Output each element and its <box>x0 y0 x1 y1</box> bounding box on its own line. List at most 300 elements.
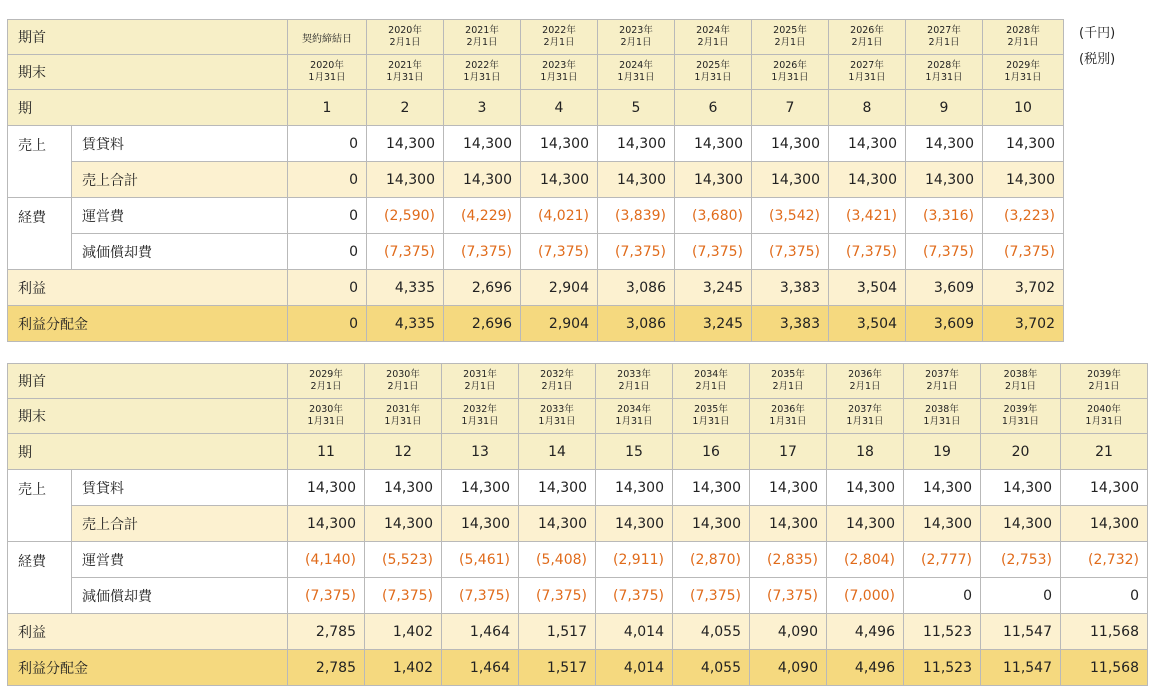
date-year: 2036年 <box>848 369 882 380</box>
operating-cost-value: 0 <box>288 198 367 234</box>
end-date-cell <box>752 55 829 90</box>
date-day: 2月1日 <box>310 381 342 392</box>
end-date-cell <box>673 399 750 434</box>
rent-value: 14,300 <box>983 126 1064 162</box>
depreciation-value: (7,375) <box>365 578 442 614</box>
start-date-cell <box>288 364 365 399</box>
row-period-number <box>8 90 1064 126</box>
start-date-cell <box>904 364 981 399</box>
row-period-end <box>8 399 1148 434</box>
end-date-cell <box>598 55 675 90</box>
profit-value: 4,014 <box>596 614 673 650</box>
start-date-cell <box>367 20 444 55</box>
sales-total-value: 14,300 <box>288 506 365 542</box>
label-operating-cost: 運営費 <box>72 198 288 234</box>
row-profit <box>8 614 1148 650</box>
profit-value: 11,568 <box>1061 614 1148 650</box>
date-year: 2023年 <box>619 25 653 36</box>
profit-value: 4,335 <box>367 270 444 306</box>
date-day: 2月1日 <box>928 37 960 48</box>
profit-value: 1,517 <box>519 614 596 650</box>
date-year: 2034年 <box>694 369 728 380</box>
date-day: 2月1日 <box>387 381 419 392</box>
date-year: 2027年 <box>927 25 961 36</box>
depreciation-value: 0 <box>981 578 1061 614</box>
operating-cost-value: (3,542) <box>752 198 829 234</box>
rent-value: 14,300 <box>365 470 442 506</box>
date-year: 2039年 <box>1003 404 1038 415</box>
start-date-cell <box>675 20 752 55</box>
date-day: 2月1日 <box>1088 381 1120 392</box>
period-number-cell: 6 <box>675 90 752 126</box>
end-date-cell <box>906 55 983 90</box>
distribution-value: 2,696 <box>444 306 521 342</box>
rent-value: 14,300 <box>442 470 519 506</box>
profit-value: 3,504 <box>829 270 906 306</box>
rent-value: 14,300 <box>673 470 750 506</box>
date-year: 2033年 <box>617 369 651 380</box>
distribution-value: 3,504 <box>829 306 906 342</box>
label-period-start: 期首 <box>8 364 288 399</box>
date-day: 2月1日 <box>543 37 575 48</box>
rent-value: 14,300 <box>829 126 906 162</box>
profit-value: 3,383 <box>752 270 829 306</box>
row-period-start <box>8 20 1064 55</box>
date-year: 2021年 <box>465 25 499 36</box>
date-day: 1月31日 <box>538 416 576 427</box>
start-date-cell <box>519 364 596 399</box>
depreciation-value: (7,375) <box>288 578 365 614</box>
income-table-years-1-10 <box>7 19 1064 342</box>
date-year: 2028年 <box>927 60 961 71</box>
distribution-value: 4,335 <box>367 306 444 342</box>
depreciation-value: 0 <box>904 578 981 614</box>
depreciation-value: (7,375) <box>444 234 521 270</box>
depreciation-value: (7,375) <box>906 234 983 270</box>
depreciation-value: (7,375) <box>752 234 829 270</box>
period-number-cell: 16 <box>673 434 750 470</box>
operating-cost-value: (5,461) <box>442 542 519 578</box>
date-year: 2022年 <box>465 60 499 71</box>
distribution-value: 3,609 <box>906 306 983 342</box>
row-profit-distribution <box>8 650 1148 686</box>
date-year: 2025年 <box>773 25 807 36</box>
row-period-start <box>8 364 1148 399</box>
rent-value: 14,300 <box>519 470 596 506</box>
period-number-cell: 19 <box>904 434 981 470</box>
date-year: 2040年 <box>1087 404 1121 415</box>
start-date-cell <box>827 364 904 399</box>
date-day: 1月31日 <box>925 72 963 83</box>
rent-value: 14,300 <box>521 126 598 162</box>
row-sales-total <box>8 506 1148 542</box>
sales-total-value: 14,300 <box>598 162 675 198</box>
distribution-value: 11,547 <box>981 650 1061 686</box>
operating-cost-value: (4,229) <box>444 198 521 234</box>
profit-value: 4,055 <box>673 614 750 650</box>
period-number-cell: 7 <box>752 90 829 126</box>
end-date-cell <box>365 399 442 434</box>
end-date-cell <box>288 55 367 90</box>
label-sales-total: 売上合計 <box>72 506 288 542</box>
label-sales-total: 売上合計 <box>72 162 288 198</box>
date-day: 1月31日 <box>463 72 501 83</box>
operating-cost-value: (4,021) <box>521 198 598 234</box>
date-day: 2月1日 <box>618 381 650 392</box>
sales-total-value: 14,300 <box>519 506 596 542</box>
category-expenses: 経費 <box>8 542 72 614</box>
end-date-cell <box>675 55 752 90</box>
sales-total-value: 0 <box>288 162 367 198</box>
profit-value: 3,702 <box>983 270 1064 306</box>
start-date-cell <box>1061 364 1148 399</box>
date-year: 2026年 <box>850 25 884 36</box>
category-sales: 売上 <box>8 470 72 542</box>
end-date-cell <box>367 55 444 90</box>
period-number-cell: 11 <box>288 434 365 470</box>
end-date-cell <box>521 55 598 90</box>
date-day: 1月31日 <box>461 416 499 427</box>
period-number-cell: 18 <box>827 434 904 470</box>
distribution-value: 11,568 <box>1061 650 1148 686</box>
row-rent <box>8 470 1148 506</box>
date-year: 2028年 <box>1006 25 1040 36</box>
rent-value: 14,300 <box>596 470 673 506</box>
date-day: 1月31日 <box>384 416 422 427</box>
depreciation-value: (7,375) <box>442 578 519 614</box>
row-rent <box>8 126 1064 162</box>
label-period: 期 <box>8 90 288 126</box>
category-expenses: 経費 <box>8 198 72 270</box>
date-day: 2月1日 <box>849 381 881 392</box>
date-year: 2039年 <box>1087 369 1121 380</box>
start-date-cell <box>673 364 750 399</box>
date-day: 1月31日 <box>615 416 653 427</box>
sales-total-value: 14,300 <box>367 162 444 198</box>
distribution-value: 1,517 <box>519 650 596 686</box>
label-profit: 利益 <box>8 614 288 650</box>
date-day: 2月1日 <box>851 37 883 48</box>
date-day: 2月1日 <box>389 37 421 48</box>
date-day: 1月31日 <box>540 72 578 83</box>
operating-cost-value: (5,408) <box>519 542 596 578</box>
period-number-cell: 2 <box>367 90 444 126</box>
date-year: 2027年 <box>850 60 884 71</box>
end-date-cell <box>981 399 1061 434</box>
operating-cost-value: (3,223) <box>983 198 1064 234</box>
date-year: 2020年 <box>388 25 422 36</box>
start-date-cell <box>981 364 1061 399</box>
rent-value: 14,300 <box>444 126 521 162</box>
date-year: 2021年 <box>388 60 422 71</box>
date-year: 2029年 <box>309 369 343 380</box>
row-depreciation <box>8 234 1064 270</box>
sales-total-value: 14,300 <box>442 506 519 542</box>
date-year: 2026年 <box>773 60 807 71</box>
date-year: 2032年 <box>463 404 497 415</box>
operating-cost-value: (2,732) <box>1061 542 1148 578</box>
depreciation-value: (7,375) <box>519 578 596 614</box>
operating-cost-value: (2,911) <box>596 542 673 578</box>
date-day: 1月31日 <box>692 416 730 427</box>
label-rent: 賃貸料 <box>72 126 288 162</box>
date-year: 2032年 <box>540 369 574 380</box>
date-year: 2034年 <box>617 404 651 415</box>
operating-cost-value: (3,680) <box>675 198 752 234</box>
end-date-cell <box>288 399 365 434</box>
profit-value: 4,090 <box>750 614 827 650</box>
operating-cost-value: (2,835) <box>750 542 827 578</box>
rent-value: 14,300 <box>598 126 675 162</box>
end-date-cell <box>827 399 904 434</box>
distribution-value: 1,402 <box>365 650 442 686</box>
start-date-cell <box>906 20 983 55</box>
sales-total-value: 14,300 <box>983 162 1064 198</box>
row-period-number <box>8 434 1148 470</box>
date-year: 2024年 <box>696 25 730 36</box>
rent-value: 14,300 <box>981 470 1061 506</box>
label-depreciation: 減価償却費 <box>72 578 288 614</box>
label-period-end: 期末 <box>8 55 288 90</box>
date-day: 1月31日 <box>848 72 886 83</box>
profit-value: 3,086 <box>598 270 675 306</box>
distribution-value: 1,464 <box>442 650 519 686</box>
row-profit-distribution <box>8 306 1064 342</box>
date-year: 2030年 <box>386 369 420 380</box>
profit-value: 11,547 <box>981 614 1061 650</box>
sales-total-value: 14,300 <box>829 162 906 198</box>
date-year: 2035年 <box>694 404 728 415</box>
depreciation-value: 0 <box>288 234 367 270</box>
date-year: 2037年 <box>925 369 959 380</box>
date-day: 1月31日 <box>1001 416 1040 427</box>
distribution-value: 3,245 <box>675 306 752 342</box>
date-year: 2037年 <box>848 404 882 415</box>
profit-value: 2,785 <box>288 614 365 650</box>
sales-total-value: 14,300 <box>752 162 829 198</box>
operating-cost-value: (3,839) <box>598 198 675 234</box>
distribution-value: 4,055 <box>673 650 750 686</box>
profit-value: 4,496 <box>827 614 904 650</box>
row-depreciation <box>8 578 1148 614</box>
sales-total-value: 14,300 <box>904 506 981 542</box>
distribution-value: 3,086 <box>598 306 675 342</box>
date-day: 2月1日 <box>541 381 573 392</box>
date-day: 1月31日 <box>771 72 809 83</box>
sales-total-value: 14,300 <box>596 506 673 542</box>
period-number-cell: 12 <box>365 434 442 470</box>
profit-value: 0 <box>288 270 367 306</box>
start-date-cell <box>598 20 675 55</box>
operating-cost-value: (3,421) <box>829 198 906 234</box>
distribution-value: 0 <box>288 306 367 342</box>
date-day: 2月1日 <box>926 381 958 392</box>
date-year: 2035年 <box>771 369 805 380</box>
start-date-cell <box>983 20 1064 55</box>
sales-total-value: 14,300 <box>1061 506 1148 542</box>
date-day: 1月31日 <box>923 416 961 427</box>
date-day: 2月1日 <box>774 37 806 48</box>
start-date-cell <box>521 20 598 55</box>
sales-total-value: 14,300 <box>675 162 752 198</box>
date-day: 1月31日 <box>846 416 884 427</box>
rent-value: 14,300 <box>1061 470 1148 506</box>
profit-value: 11,523 <box>904 614 981 650</box>
label-period-end: 期末 <box>8 399 288 434</box>
start-date-cell <box>365 364 442 399</box>
rent-value: 14,300 <box>752 126 829 162</box>
end-date-cell <box>519 399 596 434</box>
sales-total-value: 14,300 <box>521 162 598 198</box>
label-profit: 利益 <box>8 270 288 306</box>
date-day: 1月31日 <box>386 72 424 83</box>
date-year: 2025年 <box>696 60 730 71</box>
row-operating-cost <box>8 542 1148 578</box>
profit-value: 1,402 <box>365 614 442 650</box>
depreciation-value: (7,375) <box>829 234 906 270</box>
period-number-cell: 9 <box>906 90 983 126</box>
start-date-cell <box>829 20 906 55</box>
distribution-value: 11,523 <box>904 650 981 686</box>
sales-total-value: 14,300 <box>906 162 983 198</box>
end-date-cell <box>596 399 673 434</box>
depreciation-value: (7,375) <box>367 234 444 270</box>
date-day: 2月1日 <box>464 381 496 392</box>
date-year: 2036年 <box>771 404 805 415</box>
sales-total-value: 14,300 <box>981 506 1061 542</box>
label-profit-distribution: 利益分配金 <box>8 650 288 686</box>
date-year: 2022年 <box>542 25 576 36</box>
row-sales-total <box>8 162 1064 198</box>
sales-total-value: 14,300 <box>673 506 750 542</box>
end-date-cell <box>829 55 906 90</box>
date-year: 2031年 <box>386 404 420 415</box>
rent-value: 14,300 <box>288 470 365 506</box>
period-number-cell: 21 <box>1061 434 1148 470</box>
period-number-cell: 14 <box>519 434 596 470</box>
date-year: 2020年 <box>310 60 344 71</box>
rent-value: 14,300 <box>367 126 444 162</box>
operating-cost-value: (3,316) <box>906 198 983 234</box>
date-year: 2031年 <box>463 369 497 380</box>
profit-value: 2,904 <box>521 270 598 306</box>
end-date-cell <box>904 399 981 434</box>
profit-value: 1,464 <box>442 614 519 650</box>
start-date-cell <box>750 364 827 399</box>
end-date-cell <box>983 55 1064 90</box>
depreciation-value: (7,375) <box>983 234 1064 270</box>
category-sales: 売上 <box>8 126 72 198</box>
date-day: 1月31日 <box>1085 416 1123 427</box>
start-date-cell <box>444 20 521 55</box>
date-day: 1月31日 <box>694 72 732 83</box>
date-day: 2月1日 <box>466 37 498 48</box>
start-date-cell <box>442 364 519 399</box>
period-number-cell: 1 <box>288 90 367 126</box>
period-number-cell: 20 <box>981 434 1061 470</box>
date-day: 2月1日 <box>620 37 652 48</box>
operating-cost-value: (2,804) <box>827 542 904 578</box>
depreciation-value: (7,375) <box>521 234 598 270</box>
distribution-value: 3,702 <box>983 306 1064 342</box>
date-year: 2029年 <box>1006 60 1040 71</box>
end-date-cell <box>1061 399 1148 434</box>
rent-value: 0 <box>288 126 367 162</box>
depreciation-value: (7,375) <box>598 234 675 270</box>
date-year: 2030年 <box>309 404 343 415</box>
date-year: 2023年 <box>542 60 576 71</box>
sales-total-value: 14,300 <box>750 506 827 542</box>
period-number-cell: 10 <box>983 90 1064 126</box>
distribution-value: 4,496 <box>827 650 904 686</box>
label-depreciation: 減価償却費 <box>72 234 288 270</box>
distribution-value: 3,383 <box>752 306 829 342</box>
unit-currency-note: (千円) <box>1079 26 1116 41</box>
label-period-start: 期首 <box>8 20 288 55</box>
row-period-end <box>8 55 1064 90</box>
operating-cost-value: (2,870) <box>673 542 750 578</box>
date-day: 2月1日 <box>772 381 804 392</box>
depreciation-value: (7,375) <box>673 578 750 614</box>
period-number-cell: 5 <box>598 90 675 126</box>
sales-total-value: 14,300 <box>365 506 442 542</box>
operating-cost-value: (5,523) <box>365 542 442 578</box>
profit-value: 2,696 <box>444 270 521 306</box>
depreciation-value: 0 <box>1061 578 1148 614</box>
operating-cost-value: (2,590) <box>367 198 444 234</box>
profit-value: 3,609 <box>906 270 983 306</box>
date-day: 2月1日 <box>695 381 727 392</box>
depreciation-value: (7,375) <box>675 234 752 270</box>
sales-total-value: 14,300 <box>444 162 521 198</box>
rent-value: 14,300 <box>750 470 827 506</box>
date-day: 2月1日 <box>697 37 729 48</box>
period-number-cell: 13 <box>442 434 519 470</box>
date-year: 2038年 <box>925 404 959 415</box>
period-number-cell: 17 <box>750 434 827 470</box>
label-period: 期 <box>8 434 288 470</box>
date-day: 1月31日 <box>617 72 655 83</box>
income-table-years-11-21 <box>7 363 1148 686</box>
start-date-cell <box>596 364 673 399</box>
date-year: 2024年 <box>619 60 653 71</box>
date-day: 2月1日 <box>1004 381 1037 392</box>
operating-cost-value: (2,777) <box>904 542 981 578</box>
depreciation-value: (7,000) <box>827 578 904 614</box>
row-profit <box>8 270 1064 306</box>
start-date-cell <box>752 20 829 55</box>
end-date-cell <box>750 399 827 434</box>
profit-value: 3,245 <box>675 270 752 306</box>
row-operating-cost <box>8 198 1064 234</box>
label-rent: 賃貸料 <box>72 470 288 506</box>
date-day: 1月31日 <box>1004 72 1042 83</box>
sales-total-value: 14,300 <box>827 506 904 542</box>
rent-value: 14,300 <box>904 470 981 506</box>
rent-value: 14,300 <box>675 126 752 162</box>
date-day: 1月31日 <box>769 416 807 427</box>
operating-cost-value: (4,140) <box>288 542 365 578</box>
depreciation-value: (7,375) <box>750 578 827 614</box>
rent-value: 14,300 <box>906 126 983 162</box>
depreciation-value: (7,375) <box>596 578 673 614</box>
contract-date-label: 契約締結日 <box>288 20 367 55</box>
date-day: 2月1日 <box>1007 37 1039 48</box>
label-profit-distribution: 利益分配金 <box>8 306 288 342</box>
date-year: 2038年 <box>1003 369 1038 380</box>
end-date-cell <box>442 399 519 434</box>
period-number-cell: 3 <box>444 90 521 126</box>
